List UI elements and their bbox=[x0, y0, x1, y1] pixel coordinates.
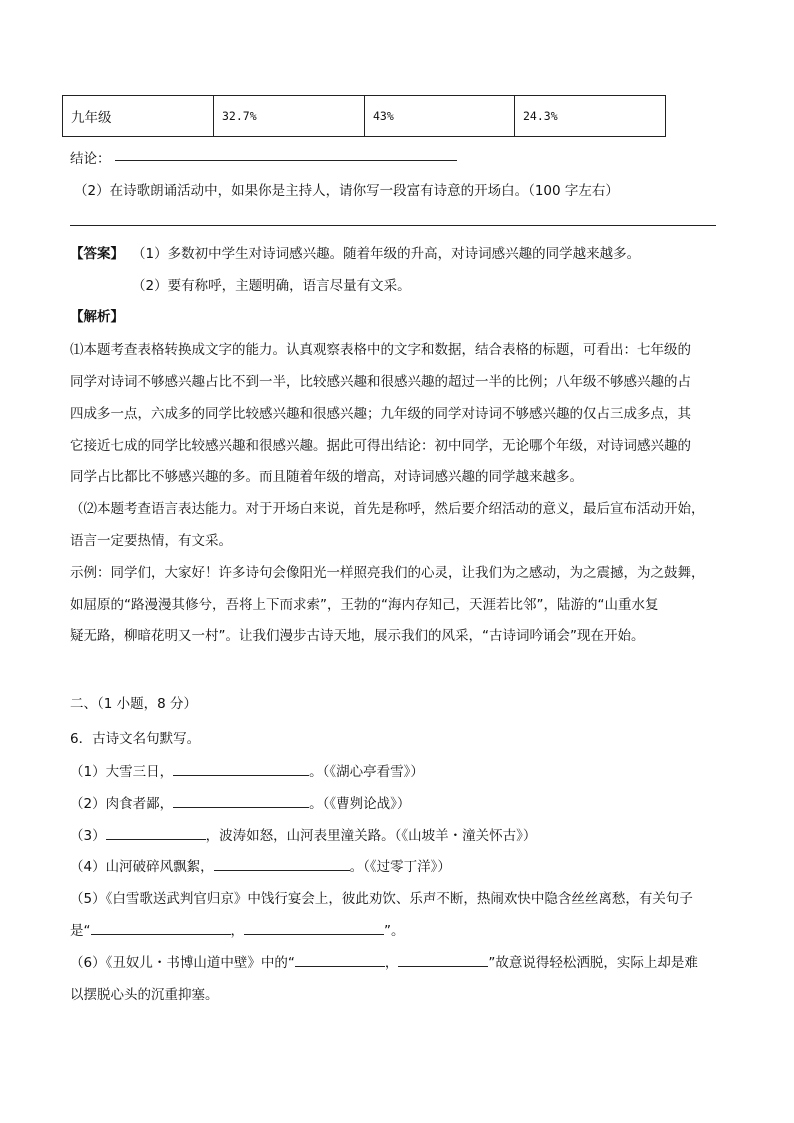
item-text: ， bbox=[230, 923, 244, 939]
item-text: ， bbox=[384, 955, 399, 971]
fill-blank[interactable] bbox=[173, 794, 309, 808]
item-text: （1）大雪三日， bbox=[70, 764, 174, 780]
analysis-line: 示例：同学们，大家好！许多诗句会像阳光一样照亮我们的心灵，让我们为之感动，为之震撼，为之鼓舞， bbox=[70, 565, 705, 581]
conclusion-blank[interactable] bbox=[115, 160, 457, 161]
recitation-item-6 bbox=[70, 951, 698, 971]
analysis-line: 疑无路，柳暗花明又一村”。让我们漫步古诗天地，展示我们的风采，“古诗词吟诵会”现在开始。 bbox=[70, 628, 645, 644]
table-cell: 32.7% bbox=[214, 96, 365, 137]
recitation-item-3 bbox=[70, 824, 536, 844]
table-cell-grade: 九年级 bbox=[63, 96, 214, 137]
item-text: 。（《曹刿论战》） bbox=[309, 796, 411, 812]
table-cell: 43% bbox=[365, 96, 515, 137]
recitation-item-4 bbox=[70, 855, 451, 875]
analysis-line: 同学占比都比不够感兴趣的多。而且随着年级的增高，对诗词感兴趣的同学越来越多。 bbox=[70, 469, 583, 485]
fill-blank[interactable] bbox=[244, 921, 384, 935]
item-text: ”。 bbox=[384, 923, 405, 939]
item-text: ，波涛如怒，山河表里潼关路。（《山坡羊・潼关怀古》） bbox=[205, 828, 537, 844]
answer-line-1: （1）多数初中学生对诗词感兴趣。随着年级的升高，对诗词感兴趣的同学越来越多。 bbox=[132, 246, 641, 262]
survey-table bbox=[62, 95, 666, 137]
analysis-line: 如屈原的“路漫漫其修兮，吾将上下而求索”，王勃的“海内存知己，天涯若比邻”，陆游的“山重水复 bbox=[70, 597, 659, 613]
analysis-line: 四成多一点，六成多的同学比较感兴趣和很感兴趣；九年级的同学对诗词不够感兴趣的仅占三成多点，其 bbox=[70, 406, 691, 422]
analysis-line: 它接近七成的同学比较感兴趣和很感兴趣。据此可得出结论：初中同学，无论哪个年级，对诗词感兴趣的 bbox=[70, 438, 691, 454]
table-row bbox=[63, 96, 666, 137]
analysis-label: 【解析】 bbox=[70, 309, 124, 325]
fill-blank[interactable] bbox=[295, 953, 385, 967]
recitation-item-6-continued: 以摆脱心头的沉重抑塞。 bbox=[70, 987, 219, 1003]
recitation-item-1 bbox=[70, 760, 424, 780]
fill-blank[interactable] bbox=[173, 762, 309, 776]
question-6-title: 6．古诗文名句默写。 bbox=[70, 731, 201, 747]
table-cell: 24.3% bbox=[515, 96, 666, 137]
recitation-item-2 bbox=[70, 792, 410, 812]
fill-blank[interactable] bbox=[91, 921, 231, 935]
fill-blank[interactable] bbox=[106, 826, 206, 840]
item-text: 。（《湖心亭看雪》） bbox=[309, 764, 424, 780]
item-text: ”故意说得轻松洒脱，实际上却是难 bbox=[488, 955, 698, 971]
answer-line-2: （2）要有称呼，主题明确，语言尽量有文采。 bbox=[132, 278, 411, 294]
item-text: （4）山河破碎风飘絮， bbox=[70, 859, 214, 875]
item-text: 。（《过零丁洋》） bbox=[349, 859, 451, 875]
item-text: （3） bbox=[70, 828, 106, 844]
analysis-line: ⑴本题考查表格转换成文字的能力。认真观察表格中的文字和数据，结合表格的标题，可看出：七年级的 bbox=[70, 342, 691, 358]
analysis-line: （⑵本题考查语言表达能力。对于开场白来说，首先是称呼，然后要介绍活动的意义，最后宣布活动开始， bbox=[70, 501, 705, 517]
fill-blank[interactable] bbox=[398, 953, 488, 967]
analysis-line: 语言一定要热情，有文采。 bbox=[70, 533, 232, 549]
answer-blank-line[interactable] bbox=[70, 225, 716, 226]
recitation-item-5-blanks bbox=[70, 919, 405, 939]
item-text: （6）《丑奴儿・书博山道中壁》中的“ bbox=[70, 955, 295, 971]
question-2-prompt: （2）在诗歌朗诵活动中，如果你是主持人，请你写一段富有诗意的开场白。（100 字左右） bbox=[74, 183, 619, 199]
answer-label: 【答案】 bbox=[70, 246, 124, 262]
fill-blank[interactable] bbox=[214, 857, 350, 871]
item-text: （2）肉食者鄙， bbox=[70, 796, 174, 812]
section-2-heading: 二、（1 小题，8 分） bbox=[70, 696, 198, 712]
analysis-line: 同学对诗词不够感兴趣占比不到一半，比较感兴趣和很感兴趣的超过一半的比例；八年级不够感兴趣的占 bbox=[70, 374, 691, 390]
recitation-item-5: （5）《白雪歌送武判官归京》中饯行宴会上，彼此劝饮、乐声不断，热闹欢快中隐含丝丝离愁，有关句子 bbox=[70, 891, 693, 907]
item-text: 是“ bbox=[70, 923, 91, 939]
conclusion-label: 结论： bbox=[70, 151, 111, 167]
